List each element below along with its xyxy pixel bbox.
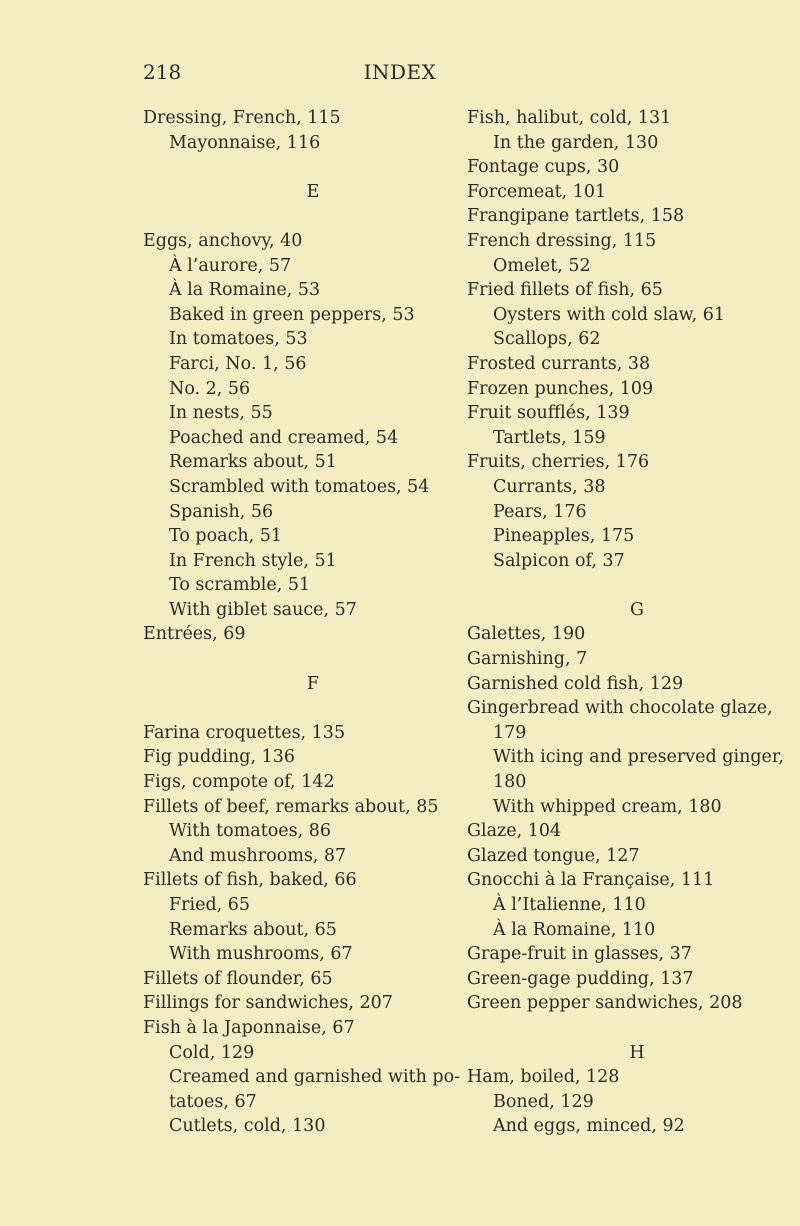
index-subentry: With tomatoes, 86 xyxy=(169,821,332,842)
index-subentry: Cold, 129 xyxy=(169,1042,255,1063)
index-subentry: Scrambled with tomatoes, 54 xyxy=(169,476,430,497)
index-subentry: Remarks about, 51 xyxy=(169,452,337,473)
index-entry: Forcemeat, 101 xyxy=(467,181,607,202)
index-subentry: Pineapples, 175 xyxy=(493,526,635,547)
index-subentry: À la Romaine, 110 xyxy=(493,919,656,940)
spacer xyxy=(143,204,483,229)
index-subentry: À la Romaine, 53 xyxy=(169,280,321,301)
index-subentry: Mayonnaise, 116 xyxy=(169,132,321,153)
spacer xyxy=(143,155,483,180)
index-subentry: tatoes, 67 xyxy=(169,1091,257,1112)
index-subentry: With whipped cream, 180 xyxy=(493,796,722,817)
index-entry: Galettes, 190 xyxy=(467,624,586,645)
index-subentry: Tartlets, 159 xyxy=(493,427,606,448)
index-subentry: To scramble, 51 xyxy=(169,575,311,596)
section-letter: H xyxy=(629,1042,645,1063)
index-entry: Frangipane tartlets, 158 xyxy=(467,206,685,227)
index-entry: Fillings for sandwiches, 207 xyxy=(143,993,393,1014)
index-subentry: In tomatoes, 53 xyxy=(169,329,308,350)
index-subentry: Remarks about, 65 xyxy=(169,919,337,940)
spacer xyxy=(467,573,800,598)
section-letter: F xyxy=(306,673,320,694)
index-entry: Dressing, French, 115 xyxy=(143,108,341,128)
index-subentry: Poached and creamed, 54 xyxy=(169,427,399,448)
index-subentry: Pears, 176 xyxy=(493,501,587,522)
spacer xyxy=(143,647,483,672)
index-entry: Garnishing, 7 xyxy=(467,649,588,670)
index-subentry: Cutlets, cold, 130 xyxy=(169,1116,326,1137)
index-entry: Grape-fruit in glasses, 37 xyxy=(467,944,692,965)
index-subentry: Fried, 65 xyxy=(169,895,251,915)
index-subentry: Baked in green peppers, 53 xyxy=(169,304,415,325)
index-subentry: With icing and preserved ginger, xyxy=(493,747,784,768)
index-subentry: À l’aurore, 57 xyxy=(169,255,292,276)
index-entry: Fried fillets of fish, 65 xyxy=(467,280,663,301)
index-entry: Glaze, 104 xyxy=(467,821,562,842)
index-entry: Fish à la Japonnaise, 67 xyxy=(143,1017,355,1038)
index-entry: Green pepper sandwiches, 208 xyxy=(467,993,743,1014)
index-subentry: In French style, 51 xyxy=(169,550,337,571)
index-subentry: Currants, 38 xyxy=(493,476,606,497)
index-entry: Fillets of fish, baked, 66 xyxy=(143,870,357,891)
index-entry: Frosted currants, 38 xyxy=(467,353,651,374)
index-entry: Fillets of flounder, 65 xyxy=(143,968,333,989)
spacer xyxy=(143,696,483,721)
index-entry: Fig pudding, 136 xyxy=(143,747,295,768)
index-subentry: À l’Italienne, 110 xyxy=(493,895,646,915)
index-subentry: Farci, No. 1, 56 xyxy=(169,353,307,374)
index-subentry: And eggs, minced, 92 xyxy=(493,1116,685,1137)
index-subentry: With giblet sauce, 57 xyxy=(169,599,357,620)
running-head: INDEX xyxy=(363,60,437,84)
index-column-left xyxy=(143,106,483,1139)
index-subentry: Salpicon of, 37 xyxy=(493,550,625,571)
index-subentry: With mushrooms, 67 xyxy=(169,944,353,965)
index-entry: Ham, boiled, 128 xyxy=(467,1067,620,1088)
index-entry: Entrées, 69 xyxy=(143,624,246,645)
index-entry: French dressing, 115 xyxy=(467,230,657,251)
section-letter: E xyxy=(306,181,320,202)
index-entry: Frozen punches, 109 xyxy=(467,378,654,399)
index-entry: Gingerbread with chocolate glaze, xyxy=(467,698,773,719)
index-entry: Fontage cups, 30 xyxy=(467,157,620,178)
index-entry: Glazed tongue, 127 xyxy=(467,845,640,866)
index-subentry: In the garden, 130 xyxy=(493,132,659,153)
section-letter: G xyxy=(630,599,644,620)
index-entry: Green-gage pudding, 137 xyxy=(467,968,694,989)
index-subentry: And mushrooms, 87 xyxy=(169,845,347,866)
index-subentry: 179 xyxy=(493,722,527,743)
index-subentry: Boned, 129 xyxy=(493,1091,594,1112)
index-subentry: In nests, 55 xyxy=(169,403,273,424)
index-column-right xyxy=(467,106,800,1139)
page-number: 218 xyxy=(143,60,182,84)
index-entry: Eggs, anchovy, 40 xyxy=(143,230,303,251)
index-entry: Gnocchi à la Française, 111 xyxy=(467,870,715,891)
index-subentry: No. 2, 56 xyxy=(169,378,251,399)
page-header xyxy=(0,60,800,90)
index-subentry: Oysters with cold slaw, 61 xyxy=(493,304,725,325)
index-subentry: Scallops, 62 xyxy=(493,329,601,350)
index-entry: Fish, halibut, cold, 131 xyxy=(467,108,672,128)
index-subentry: To poach, 51 xyxy=(169,526,283,547)
index-entry: Figs, compote of, 142 xyxy=(143,772,335,793)
index-entry: Farina croquettes, 135 xyxy=(143,722,346,743)
index-entry: Fruit soufflés, 139 xyxy=(467,403,630,424)
index-entry: Fruits, cherries, 176 xyxy=(467,452,650,473)
index-subentry: Omelet, 52 xyxy=(493,255,591,276)
index-entry: Garnished cold fish, 129 xyxy=(467,673,684,694)
index-subentry: 180 xyxy=(493,772,527,793)
index-subentry: Spanish, 56 xyxy=(169,501,274,522)
index-subentry: Creamed and garnished with po- xyxy=(169,1067,461,1088)
spacer xyxy=(467,1016,800,1041)
index-entry: Fillets of beef, remarks about, 85 xyxy=(143,796,439,817)
